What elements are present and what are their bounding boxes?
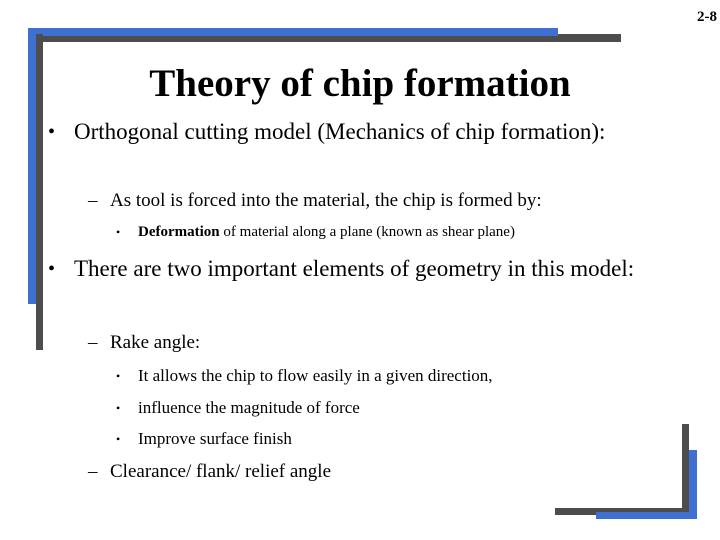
slide-title: Theory of chip formation <box>149 62 571 105</box>
bullet-text: It allows the chip to flow easily in a given direction, <box>138 366 493 385</box>
dash-icon: – <box>88 190 98 211</box>
bullet-text <box>138 221 706 243</box>
bullet-icon: • <box>48 121 56 143</box>
frame-bottom-blue-bar <box>596 512 697 519</box>
bullet-text: As tool is forced into the material, the chip is formed by: <box>110 190 542 211</box>
bullet-level3-force <box>116 397 706 419</box>
dash-icon: – <box>88 332 98 353</box>
bullet-level1-orthogonal <box>48 117 698 147</box>
bold-term: Deformation <box>138 224 220 240</box>
bullet-text-rest: of material along a plane (known as shear plane) <box>219 224 515 240</box>
bullet-text: Clearance/ flank/ relief angle <box>110 461 332 482</box>
bullet-text: Rake angle: <box>110 332 201 353</box>
bullet-level3-deformation <box>116 221 706 243</box>
bullet-text: Orthogonal cutting model (Mechanics of chip formation): <box>74 119 606 144</box>
bullet-icon: • <box>48 258 56 280</box>
bullet-level3-surface-finish <box>116 428 706 450</box>
bullet-icon: • <box>116 432 121 446</box>
bullet-icon: • <box>116 369 121 383</box>
bullet-level1-geometry <box>48 254 698 284</box>
bullet-icon: • <box>116 401 121 415</box>
bullet-level3-chip-flow <box>116 365 706 387</box>
bullet-level2-tool-forced <box>88 189 698 213</box>
bullet-icon: • <box>116 225 121 239</box>
page-number: 2-8 <box>697 9 717 25</box>
bullet-text: There are two important elements of geometry in this model: <box>74 256 635 281</box>
bullet-text: influence the magnitude of force <box>138 398 360 417</box>
frame-top-blue-bar <box>28 28 558 36</box>
bullet-level2-clearance <box>88 460 698 484</box>
bullet-text: Improve surface finish <box>138 429 292 448</box>
dash-icon: – <box>88 461 98 482</box>
bullet-level2-rake-angle <box>88 331 698 355</box>
